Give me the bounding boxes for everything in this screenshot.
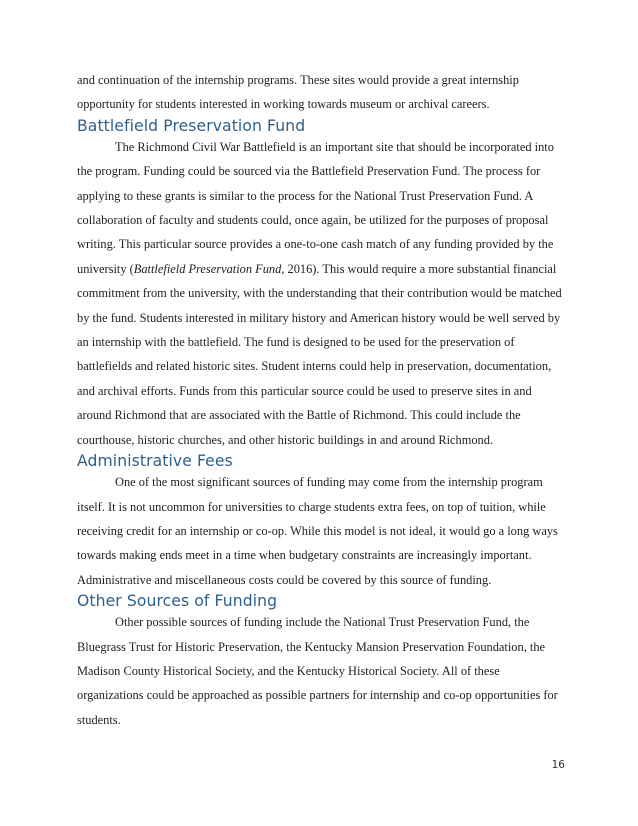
intro-paragraph: and continuation of the internship programs. These sites would provide a great internship opportunity for students interested in working towards museum or archival careers.: [77, 73, 519, 112]
section-heading-battlefield-preservation-fund: Battlefield Preservation Fund: [77, 116, 306, 135]
battlefield-paragraph-text-before-citation: The Richmond Civil War Battlefield is an important site that should be incorporated into the program. Funding could be sourced via the Battlefield Preservation Fund. The process for applying to these grants is similar to the process for the National Trust Preservation Fund. A collaboration of faculty and students could, once again, be utilized for the purposes of proposal writing. This particular source provides a one-to-one cash match of any funding provided by the university (: [77, 139, 554, 276]
section-heading-administrative-fees: Administrative Fees: [77, 452, 233, 471]
other-sources-paragraph: Other possible sources of funding include the National Trust Preservation Fund, the Bluegrass Trust for Historic Preservation, the Kentucky Mansion Preservation Foundation, the Madison County Historical Society, and the Kentucky Historical Society. All of these organizations could be approached as possible partners for internship and co-op opportunities for students.: [77, 615, 558, 727]
administrative-fees-paragraph: One of the most significant sources of funding may come from the internship program itself. It is not uncommon for universities to charge students extra fees, on top of tuition, while receiving credit for an internship or co-op. While this model is not ideal, it would go a long ways towards making ends meet in a time when budgetary constraints are increasingly important. Administrative and miscellaneous costs could be covered by this source of funding.: [77, 475, 558, 587]
section-heading-other-sources-of-funding: Other Sources of Funding: [77, 592, 278, 611]
battlefield-paragraph: [77, 135, 567, 452]
citation-title: Battlefield Preservation Fund: [133, 261, 282, 276]
battlefield-paragraph-text-after-citation: , 2016). This would require a more substantial financial commitment from the university, with the understanding that their contribution would be matched by the fund. Students interested in military history and American history would be well served by an internship with the battlefield. The fund is designed to be used for the preservation of battlefields and related historic sites. Student interns could help in preservation, documentation, and archival efforts. Funds from this particular source could be used to preserve sites in and around Richmond that are associated with the Battle of Richmond. This could include the courthouse, historic churches, and other historic buildings in and around Richmond.: [77, 261, 562, 447]
page-content: [77, 68, 567, 732]
page-number: 16: [551, 759, 565, 771]
